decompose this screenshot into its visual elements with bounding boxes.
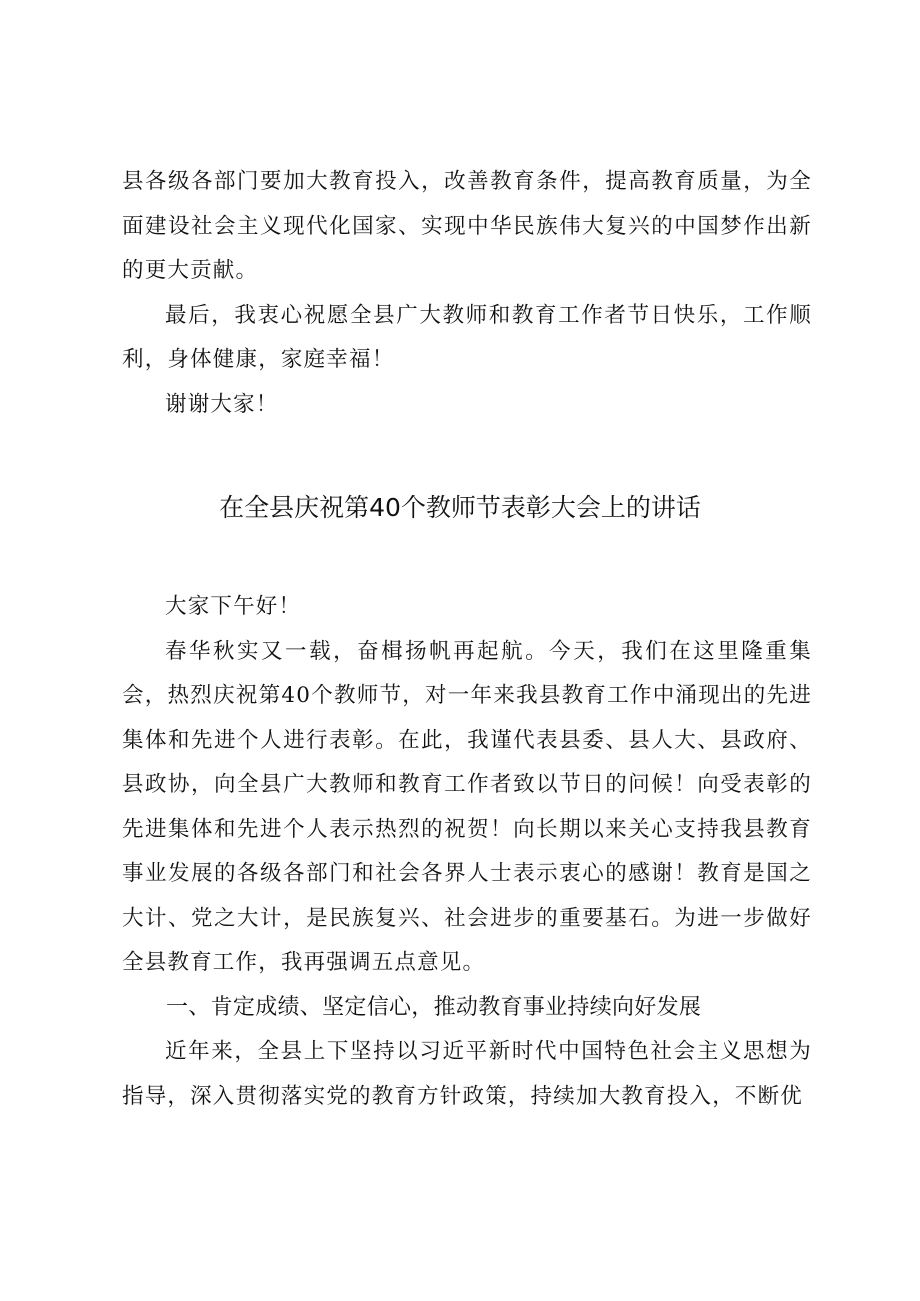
closing-wishes-paragraph: 最后，我衷心祝愿全县广大教师和教育工作者节日快乐，工作顺利，身体健康，家庭幸福！	[122, 302, 812, 372]
closing-paragraph-continuation: 县各级各部门要加大教育投入，改善教育条件，提高教育质量，为全面建设社会主义现代化国家、实现中华民族伟大复兴的中国梦作出新的更大贡献。	[122, 169, 812, 283]
speech-body	[122, 585, 812, 1119]
section-1-heading: 一、肯定成绩、坚定信心，推动教育事业持续向好发展	[166, 994, 702, 1020]
section-1-paragraph: 近年来，全县上下坚持以习近平新时代中国特色社会主义思想为指导，深入贯彻落实党的教育方针政策，持续加大教育投入，不断优	[122, 1039, 812, 1109]
greeting-line: 大家下午好！	[165, 594, 302, 619]
intro-paragraph: 春华秋实又一载，奋楫扬帆再起航。今天，我们在这里隆重集会，热烈庆祝第40个教师节，对一年来我县教育工作中涌现出的先进集体和先进个人进行表彰。在此，我谨代表县委、县人大、县政府、县政协，向全县广大教师和教育工作者致以节日的问候！向受表彰的先进集体和先进个人表示热烈的祝贺！向长期以来关心支持我县教育事业发展的各级各部门和社会各界人士表示衷心的感谢！教育是国之大计、党之大计，是民族复兴、社会进步的重要基石。为进一步做好全县教育工作，我再强调五点意见。	[122, 638, 812, 975]
previous-speech-ending	[122, 160, 812, 427]
speech-title: 在全县庆祝第40个教师节表彰大会上的讲话	[219, 493, 701, 522]
thanks-line: 谢谢大家！	[165, 391, 279, 417]
